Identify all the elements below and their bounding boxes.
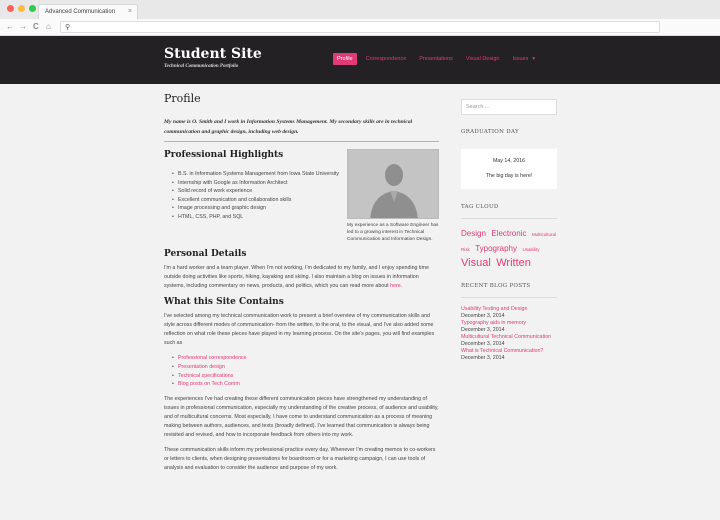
main-content: [164, 92, 439, 479]
graduation-widget: [461, 149, 557, 189]
close-window-button[interactable]: [7, 5, 14, 12]
menu-item-correspondence[interactable]: Correspondence: [365, 56, 407, 62]
page-title: Profile: [164, 92, 201, 105]
maximize-window-button[interactable]: [29, 5, 36, 12]
contains-text-3: These communication skills inform my professional practice every day. Whenever I'm creating memos to co-workers or letters to clients, when designing presentations for boardroom or for a marketing campaign, I can use tools of analysis and evaluation to consider the audience and purpose of my work.: [164, 447, 436, 472]
menu-item-visual-design[interactable]: Visual Design: [465, 56, 500, 62]
tab-close-icon[interactable]: ×: [127, 8, 132, 15]
home-icon[interactable]: ⌂: [46, 22, 51, 31]
figure-caption: My experience as a Software Engineer has led to a growing interest in Technical Communication and Information Design.: [347, 223, 439, 242]
tag-written[interactable]: Written: [496, 257, 531, 269]
contains-section: [164, 297, 439, 473]
graduation-widget-title: GRADUATION DAY: [461, 129, 519, 135]
personal-heading: Personal Details: [164, 249, 247, 259]
menu-item-presentations[interactable]: Presentations: [419, 56, 453, 62]
list-item: • B.S. in Information Systems Management from Iowa State University: [172, 170, 342, 179]
post-link[interactable]: Usability Testing and Design: [461, 306, 528, 312]
post-date: December 3, 2014: [461, 313, 505, 319]
example-link-presentation[interactable]: • Presentation design: [172, 363, 439, 372]
example-link-correspondence[interactable]: • Professional correspondence: [172, 354, 439, 363]
search-icon: ⚲: [65, 24, 71, 31]
address-bar[interactable]: [60, 21, 660, 33]
example-link-specifications[interactable]: • Technical specifications: [172, 372, 439, 381]
divider: [461, 218, 557, 219]
highlights-section: [164, 150, 439, 245]
examples-list: [172, 354, 439, 389]
list-item: • Image processing and graphic design: [172, 204, 342, 213]
main-menu: [333, 53, 548, 65]
graduation-date: May 14, 2016: [492, 158, 526, 164]
list-item: • HTML, CSS, PHP, and SQL: [172, 213, 342, 222]
graduation-text: The big day is here!: [485, 173, 533, 179]
back-arrow-icon[interactable]: ←: [6, 22, 14, 31]
post-link[interactable]: Multicultural Technical Communication: [461, 334, 551, 340]
browser-tab[interactable]: [38, 4, 138, 19]
personal-section: [164, 249, 439, 291]
highlights-heading: Professional Highlights: [164, 150, 284, 160]
menu-item-profile[interactable]: Profile: [333, 53, 357, 65]
contains-text-2: The experiences I've had creating these different communication pieces have strengthened my understanding of issues in professional communication, especially my understanding of the creative process, of audience and usability, and of multicultural concerns. Most especially, I have come to understand communication as a process of meaning making between authors, audiences, and texts (broadly defined). I've learned that communication is always being revisited and revised, and how to incorporate feedback from others into my work.: [164, 396, 439, 439]
recent-posts-list: [461, 306, 557, 362]
search-input[interactable]: Search ...: [461, 99, 557, 115]
tag-multicultural[interactable]: Multicultural: [531, 232, 556, 237]
menu-item-issues[interactable]: Issues: [512, 56, 529, 62]
chevron-down-icon[interactable]: ▾: [532, 56, 536, 62]
reload-icon[interactable]: C: [33, 22, 39, 31]
window-controls: [7, 5, 36, 12]
site-tagline: Technical Communication Portfolio: [164, 64, 239, 69]
post-date: December 3, 2014: [461, 341, 505, 347]
profile-photo: [347, 149, 439, 219]
tagcloud-title: TAG CLOUD: [461, 204, 499, 210]
forward-arrow-icon[interactable]: →: [19, 22, 27, 31]
tag-risk[interactable]: Risk: [461, 247, 470, 252]
list-item: [461, 306, 557, 320]
profile-figure: [347, 149, 439, 243]
tag-electronic[interactable]: Electronic: [491, 229, 527, 238]
list-item: [461, 348, 557, 362]
person-silhouette-icon: [348, 150, 439, 219]
list-item: • Excellent communication and collaboration skills: [172, 196, 342, 205]
minimize-window-button[interactable]: [18, 5, 25, 12]
list-item: [461, 334, 557, 348]
tag-usability[interactable]: Usability: [522, 247, 540, 252]
intro-text: My name is O. Smith and I work in Information Systems Management. My secondary skills are in technical communication and graphic design, including web design.: [164, 117, 439, 142]
tag-cloud: [461, 226, 557, 269]
tag-typography[interactable]: Typography: [475, 244, 518, 253]
personal-text: I'm a hard worker and a team player. When I'm not working, I'm dedicated to my family, and I enjoy spending time outside doing activities like sports, hiking, kayaking and skiing. I also maintain a blog on issues in information systems, including commentary on news, products, and politics, which you can read more about here.: [164, 265, 429, 289]
post-date: December 3, 2014: [461, 355, 505, 361]
sidebar: [461, 99, 557, 362]
site-header: [0, 36, 720, 84]
browser-titlebar: [0, 0, 720, 19]
post-link[interactable]: What is Technical Communication?: [461, 348, 544, 354]
divider: [461, 297, 557, 298]
tag-design[interactable]: Design: [461, 229, 486, 238]
tab-title: Advanced Communication: [45, 9, 116, 15]
list-item: [461, 320, 557, 334]
recent-posts-title: RECENT BLOG POSTS: [461, 283, 531, 289]
highlights-list: [172, 170, 342, 222]
tag-visual[interactable]: Visual: [461, 257, 491, 269]
list-item: • Solid record of work experience: [172, 187, 342, 196]
list-item: • Internship with Google as Information Architect: [172, 179, 342, 188]
blog-link[interactable]: here: [390, 283, 401, 289]
site-title[interactable]: Student Site: [164, 46, 262, 62]
example-link-blog[interactable]: • Blog posts on Tech Comm: [172, 380, 439, 389]
post-link[interactable]: Typography aids in memory: [461, 320, 527, 326]
post-date: December 3, 2014: [461, 327, 505, 333]
contains-heading: What this Site Contains: [164, 297, 284, 307]
browser-toolbar: [0, 19, 720, 36]
contains-text-1: I've selected among my technical communication work to present a brief overview of my communication skills and style across different modes of communication- from the written, to the oral, to the visual, and I've also added some reflection on what role these pieces have played in my learning process. On the site's pages, you will find examples such as: [164, 313, 435, 346]
